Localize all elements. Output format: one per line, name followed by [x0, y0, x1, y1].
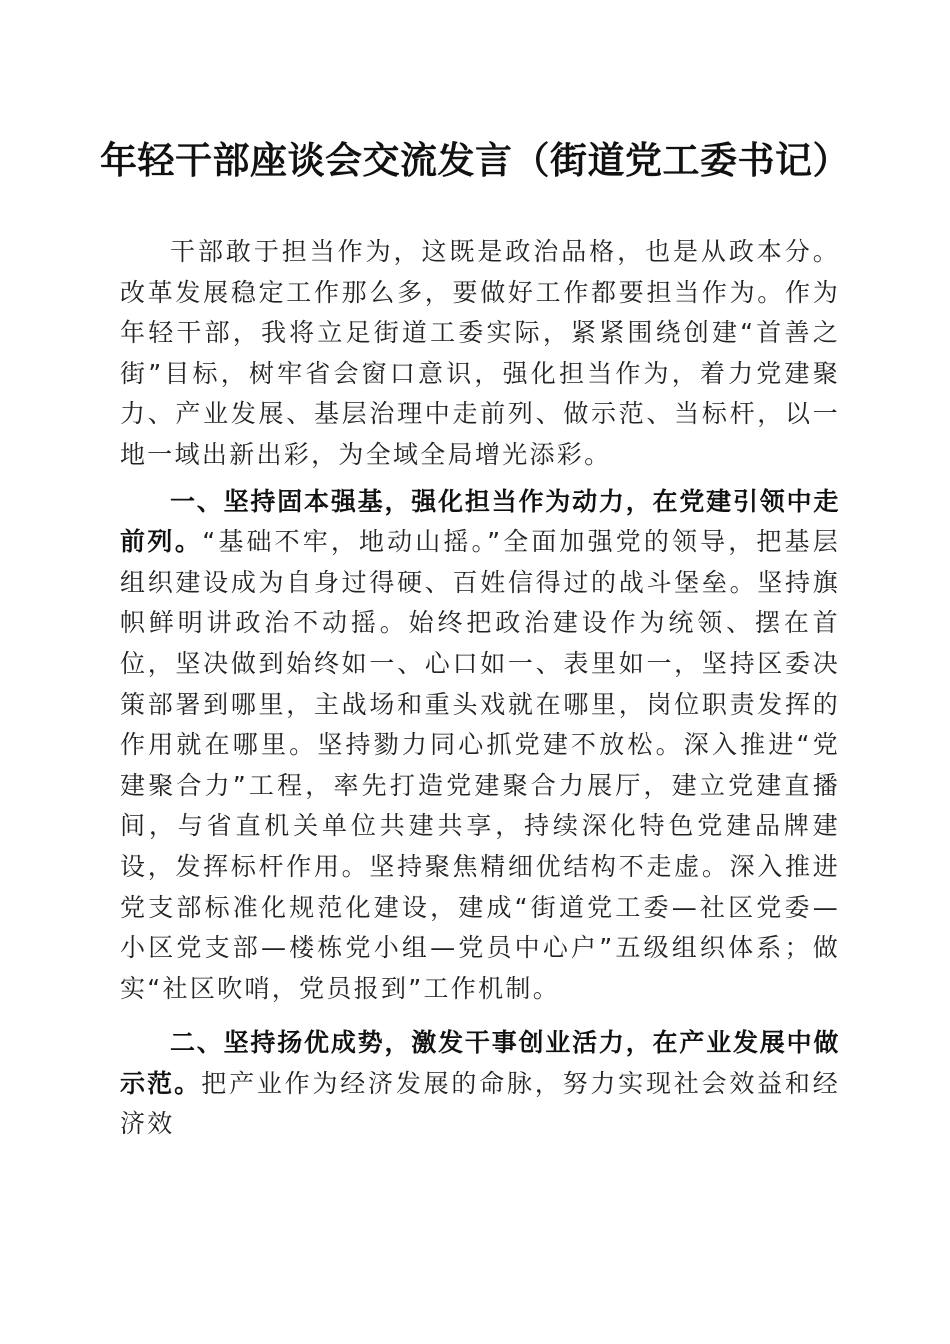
- section-2-heading: 二、坚持扬优成势，激发干事创业活力，在产业发展中做示范。: [120, 1028, 840, 1098]
- section-1-body: “基础不牢，地动山摇。”全面加强党的领导，把基层组织建设成为自身过得硬、百姓信得过的战斗堡垒。坚持旗帜鲜明讲政治不动摇。始终把政治建设作为统领、摆在首位，坚决做到始终如一、心口如一、表里如一，坚持区委决策部署到哪里，主战场和重头戏就在哪里，岗位职责发挥的作用就在哪里。坚持勠力同心抓党建不放松。深入推进“党建聚合力”工程，率先打造党建聚合力展厅，建立党建直播间，与省直机关单位共建共享，持续深化特色党建品牌建设，发挥标杆作用。坚持聚焦精细优结构不走虚。深入推进党支部标准化规范化建设，建成“街道党工委—社区党委—小区党支部—楼栋党小组—党员中心户”五级组织体系；做实“社区吹哨，党员报到”工作机制。: [120, 527, 840, 1003]
- document-body: [120, 232, 840, 1159]
- section-2-body: 把产业作为经济发展的命脉，努力实现社会效益和经济效: [120, 1068, 840, 1139]
- document-title: 年轻干部座谈会交流发言（街道党工委书记）: [100, 138, 850, 182]
- section-1-heading: 一、坚持固本强基，强化担当作为动力，在党建引领中走前列。: [120, 486, 840, 557]
- intro-paragraph: 干部敢于担当作为，这既是政治品格，也是从政本分。改革发展稳定工作那么多，要做好工作都要担当作为。作为年轻干部，我将立足街道工委实际，紧紧围绕创建“首善之街”目标，树牢省会窗口意识，强化担当作为，着力党建聚力、产业发展、基层治理中走前列、做示范、当标杆，以一地一域出新出彩，为全域全局增光添彩。: [120, 237, 840, 469]
- section-1-paragraph: [120, 482, 840, 1010]
- section-2-paragraph: [120, 1023, 840, 1145]
